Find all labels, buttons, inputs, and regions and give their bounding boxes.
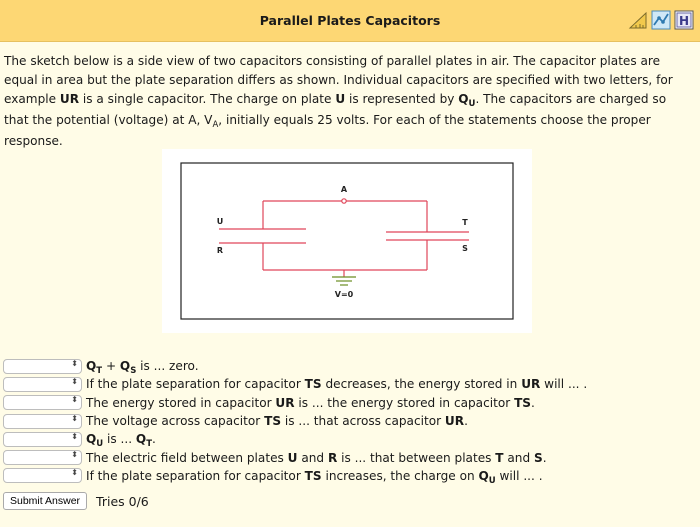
footer <box>3 492 149 510</box>
question-6-text: The electric field between plates U and R is ... that between plates T and S. <box>86 450 547 465</box>
capacitor-sketch <box>162 149 532 333</box>
tries-counter: Tries 0/6 <box>96 493 149 509</box>
answer-select-7[interactable] <box>3 468 82 483</box>
select-arrow-icon: ⬍ <box>71 358 78 368</box>
question-row <box>3 430 697 448</box>
question-5-text: $Q_U$ is ... $Q_T$. <box>86 432 156 450</box>
intro-text-1: The sketch below is a side view of two capacitors consisting of parallel plates in air. The capacitor plates are equal in area but the plate separation differs as shown. Individual capacitors are specified with two letters, for example <box>4 54 673 106</box>
page-title: Parallel Plates Capacitors <box>259 13 441 28</box>
label-a: A <box>340 185 348 194</box>
question-list <box>3 357 697 485</box>
question-3-text: The energy stored in capacitor UR is ... the energy stored in capacitor TS. <box>86 395 535 410</box>
question-1-text: $Q_T + Q_S$ is ... zero. <box>86 359 199 377</box>
question-row <box>3 394 697 412</box>
question-row <box>3 375 697 393</box>
question-row <box>3 467 697 485</box>
select-arrow-icon: ⬍ <box>71 450 78 460</box>
intro-text-3: is represented by <box>345 92 459 106</box>
help-icon[interactable] <box>674 10 694 30</box>
select-arrow-icon: ⬍ <box>71 468 78 478</box>
label-ground: V=0 <box>334 290 354 299</box>
intro-text-4: . The capacitors are charged so that the potential (voltage) at A, V <box>4 92 667 127</box>
select-arrow-icon: ⬍ <box>71 413 78 423</box>
submit-answer-button[interactable]: Submit Answer <box>3 492 87 510</box>
question-2-text: If the plate separation for capacitor TS decreases, the energy stored in UR will ... . <box>86 377 588 392</box>
question-row <box>3 412 697 430</box>
node-a <box>342 199 346 203</box>
select-arrow-icon: ⬍ <box>71 395 78 405</box>
svg-text:H: H <box>678 14 690 28</box>
header-icons <box>628 10 694 30</box>
select-arrow-icon: ⬍ <box>71 431 78 441</box>
intro-va-sub: A <box>212 120 219 130</box>
intro-text-2: is a single capacitor. The charge on plate <box>79 92 336 106</box>
title-bar <box>0 0 700 42</box>
question-7-text: If the plate separation for capacitor TS increases, the charge on $Q_U$ will ... . <box>86 468 543 486</box>
label-r: R <box>216 246 224 255</box>
intro-qu: $Q_U$ <box>458 92 476 109</box>
intro-u: U <box>335 92 346 106</box>
ruler-icon[interactable] <box>628 10 648 30</box>
question-row <box>3 448 697 466</box>
answer-select-5[interactable] <box>3 432 82 447</box>
label-t: T <box>462 218 468 227</box>
problem-description <box>4 52 694 151</box>
select-arrow-icon: ⬍ <box>71 376 78 386</box>
label-u: U <box>216 217 224 226</box>
answer-select-3[interactable] <box>3 395 82 410</box>
answer-select-4[interactable] <box>3 414 82 429</box>
intro-text-5: , initially equals 25 volts. For each of the statements choose the proper response. <box>4 113 651 148</box>
label-s: S <box>462 244 468 253</box>
question-row <box>3 357 697 375</box>
circuit-diagram <box>162 149 532 333</box>
network-icon[interactable] <box>651 10 671 30</box>
answer-select-2[interactable] <box>3 377 82 392</box>
intro-ur: UR <box>59 92 80 106</box>
question-4-text: The voltage across capacitor TS is ... that across capacitor UR. <box>86 414 468 429</box>
answer-select-6[interactable] <box>3 450 82 465</box>
answer-select-1[interactable] <box>3 359 82 374</box>
